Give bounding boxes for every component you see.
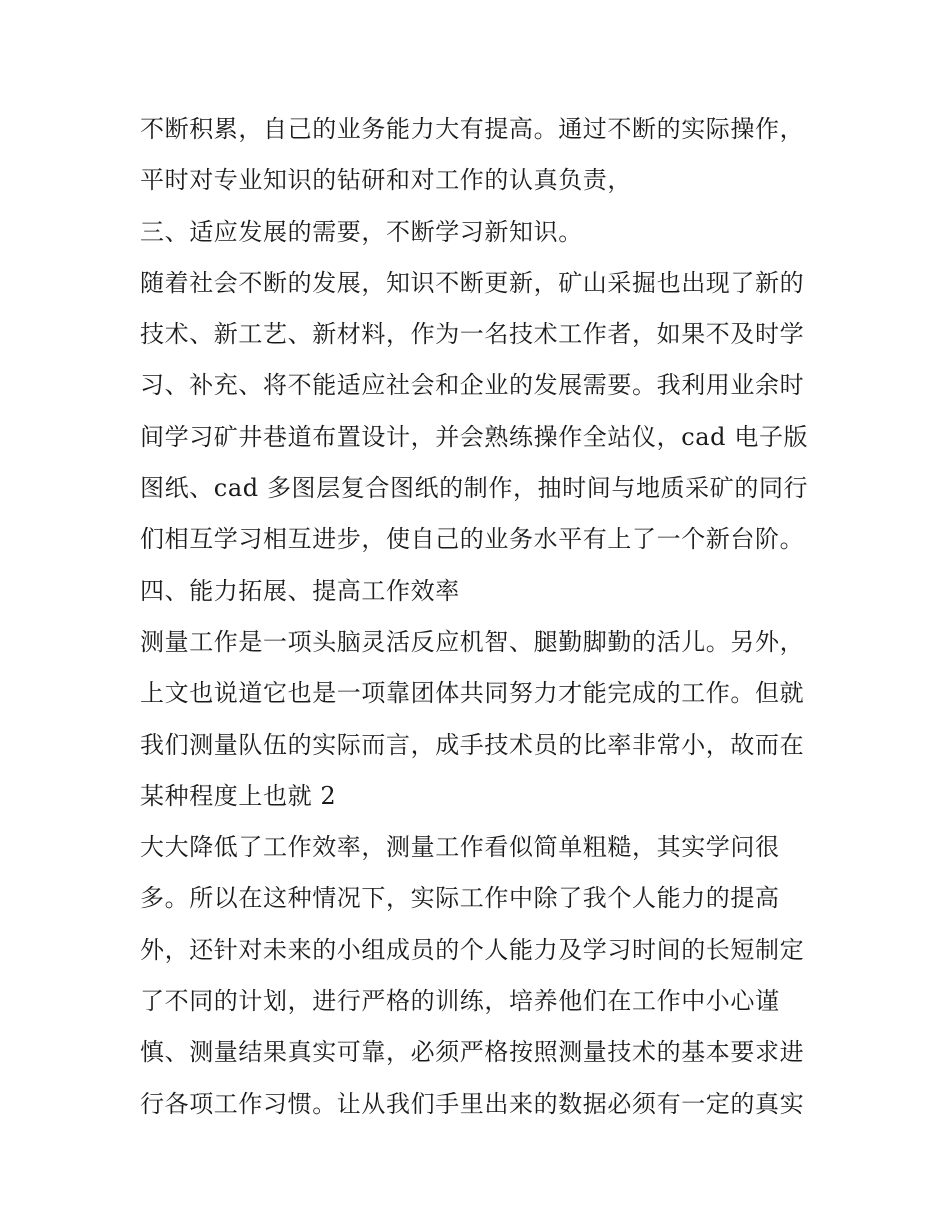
text-line: 平时对专业知识的钻研和对工作的认真负责， — [140, 166, 632, 195]
text-line: 大大降低了工作效率，测量工作看似简单粗糙，其实学问很 — [140, 833, 780, 862]
text-line: 习、补充、将不能适应社会和企业的发展需要。我利用业余时 — [140, 371, 805, 400]
text-line: 间学习矿井巷道布置设计，并会熟练操作全站仪，cad 电子版 — [140, 422, 809, 451]
text-line: 图纸、cad 多图层复合图纸的制作，抽时间与地质采矿的同行 — [140, 474, 809, 503]
text-line: 多。所以在这种情况下，实际工作中除了我个人能力的提高 — [140, 884, 780, 913]
text-line: 随着社会不断的发展，知识不断更新，矿山采掘也出现了新的 — [140, 268, 805, 297]
text-line: 们相互学习相互进步，使自己的业务水平有上了一个新台阶。 — [140, 525, 805, 554]
text-line: 外，还针对未来的小组成员的个人能力及学习时间的长短制定 — [140, 935, 805, 964]
text-line: 某种程度上也就 2 — [140, 781, 337, 810]
document-body — [140, 104, 830, 1130]
section-heading: 四、能力拓展、提高工作效率 — [140, 576, 460, 605]
text-line: 了不同的计划，进行严格的训练，培养他们在工作中小心谨 — [140, 987, 780, 1016]
text-line: 行各项工作习惯。让从我们手里出来的数据必须有一定的真实 — [140, 1089, 805, 1118]
text-line: 不断积累，自己的业务能力大有提高。通过不断的实际操作， — [140, 115, 805, 143]
text-line: 我们测量队伍的实际而言，成手技术员的比率非常小，故而在 — [140, 730, 805, 759]
text-line: 慎、测量结果真实可靠，必须严格按照测量技术的基本要求进 — [140, 1038, 805, 1067]
text-line: 技术、新工艺、新材料，作为一名技术工作者，如果不及时学 — [140, 320, 805, 349]
section-heading: 三、适应发展的需要，不断学习新知识。 — [140, 217, 583, 246]
text-line: 测量工作是一项头脑灵活反应机智、腿勤脚勤的活儿。另外， — [140, 627, 805, 656]
text-line: 上文也说道它也是一项靠团体共同努力才能完成的工作。但就 — [140, 679, 805, 708]
